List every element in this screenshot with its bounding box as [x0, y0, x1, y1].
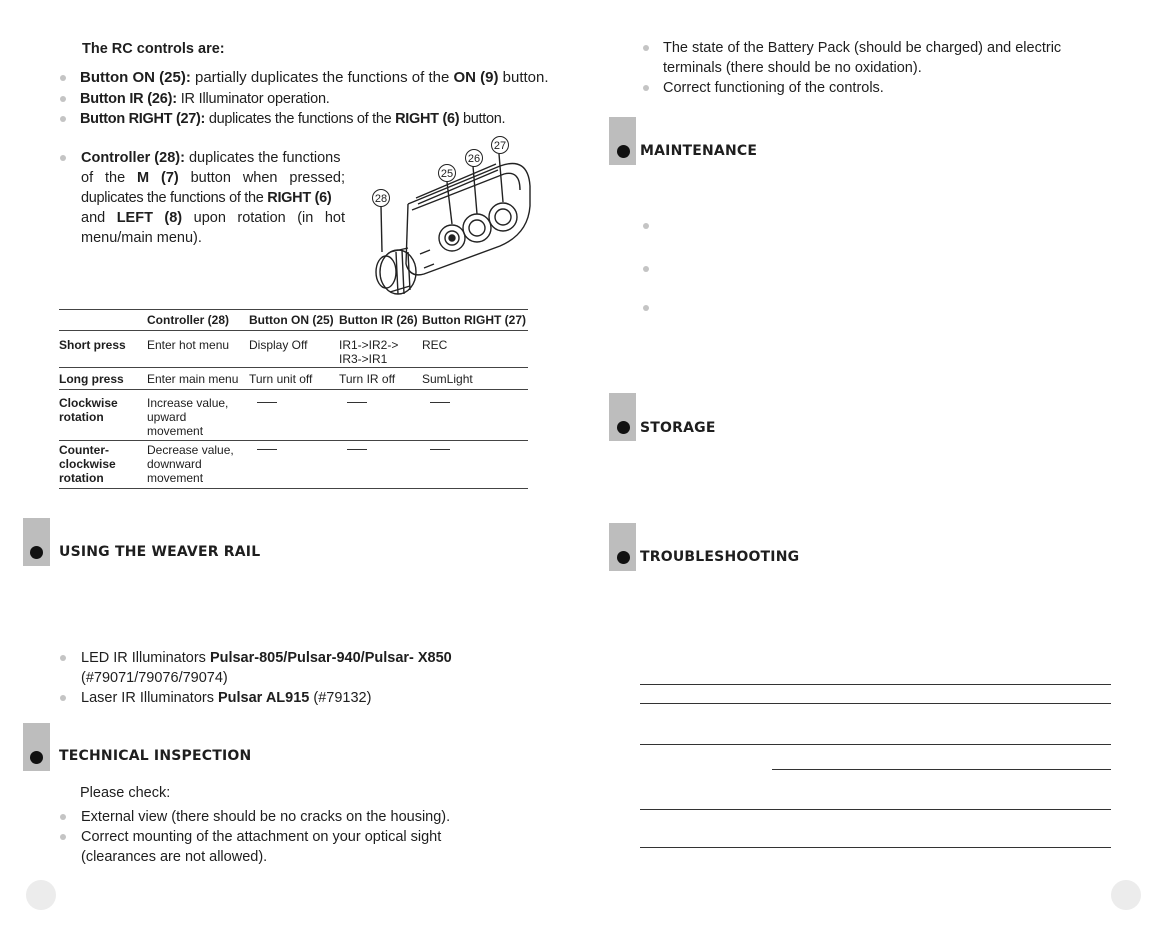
table-rule: [640, 684, 1111, 685]
table-cell-empty: [422, 390, 528, 441]
callout-25: 25: [440, 168, 454, 180]
table-cell-action: Long press: [59, 372, 124, 386]
controller-description: Controller (28): duplicates the functions of the M (7) button when pressed; duplicates the functions of the RIGHT (6) and LEFT (8) upon rotation (in hot menu/main menu).: [81, 150, 345, 246]
table-cell-empty: [249, 441, 339, 489]
table-cell: Decrease value, downward movement: [147, 443, 234, 485]
table-header-cell: Button IR (26): [339, 313, 418, 327]
bullet: [60, 655, 66, 661]
table-cell: Turn unit off: [249, 372, 313, 386]
bullet: [60, 834, 66, 840]
table-header-cell: Button ON (25): [249, 313, 334, 327]
callout-28: 28: [374, 193, 388, 205]
inspection-intro: Please check:: [80, 785, 171, 801]
bullet: [60, 695, 66, 701]
rc-controls-title: The RC controls are:: [82, 41, 225, 57]
bullet: [643, 266, 649, 272]
bullet: [60, 75, 66, 81]
rc-item-right: Button RIGHT (27): duplicates the functions of the RIGHT (6) button.: [80, 111, 506, 127]
section-bullet-icon: [30, 751, 43, 764]
table-cell-action: Clockwise rotation: [59, 396, 118, 424]
section-bullet-icon: [617, 145, 630, 158]
table-cell: Increase value, upward movement: [147, 396, 229, 438]
table-header-cell: Controller (28): [147, 313, 230, 327]
table-cell: IR1->IR2-> IR3->IR1: [339, 338, 399, 366]
technical-inspection-heading: TECHNICAL INSPECTION: [59, 748, 252, 764]
table-cell: SumLight: [422, 372, 473, 386]
table-cell-action: Counter- clockwise rotation: [59, 443, 116, 485]
bullet: [643, 223, 649, 229]
table-row: [59, 368, 528, 390]
table-cell-empty: [339, 390, 422, 441]
page-number-marker-right: [1111, 880, 1141, 910]
bullet: [60, 814, 66, 820]
table-header-cell: Button RIGHT (27): [422, 313, 526, 327]
rc-functions-table: [59, 309, 528, 489]
table-rule: [640, 847, 1111, 848]
inspection-item-battery: The state of the Battery Pack (should be charged) and electric terminals (there should be no oxidation).: [663, 40, 1062, 76]
maintenance-heading: MAINTENANCE: [640, 143, 758, 159]
table-cell: REC: [422, 338, 448, 352]
table-row: [59, 331, 528, 368]
inspection-item-external: External view (there should be no cracks on the housing).: [81, 809, 451, 825]
remote-control-illustration: [360, 134, 540, 296]
inspection-item-controls: Correct functioning of the controls.: [663, 80, 884, 96]
table-cell-action: Short press: [59, 338, 126, 352]
bullet: [60, 96, 66, 102]
table-rule: [640, 703, 1111, 704]
section-bullet-icon: [30, 546, 43, 559]
callout-27: 27: [493, 140, 507, 152]
section-bullet-icon: [617, 421, 630, 434]
table-row: [59, 441, 528, 489]
rc-item-ir: Button IR (26): IR Illuminator operation.: [80, 91, 330, 107]
storage-heading: STORAGE: [640, 420, 716, 436]
table-rule: [640, 809, 1111, 810]
table-row: [59, 390, 528, 441]
table-cell: Enter hot menu: [147, 338, 230, 352]
bullet: [60, 116, 66, 122]
table-header-cell: [59, 310, 147, 331]
bullet: [643, 85, 649, 91]
table-cell: Enter main menu: [147, 372, 239, 386]
table-cell-empty: [249, 390, 339, 441]
bullet: [60, 155, 66, 161]
bullet: [643, 305, 649, 311]
rc-item-on: Button ON (25): partially duplicates the functions of the ON (9) button.: [80, 69, 549, 86]
section-bullet-icon: [617, 551, 630, 564]
callout-26: 26: [467, 153, 481, 165]
table-cell-empty: [422, 441, 528, 489]
table-rule: [640, 744, 1111, 745]
weaver-item-laser: Laser IR Illuminators Pulsar AL915 (#79132): [81, 690, 372, 706]
inspection-item-mounting: Correct mounting of the attachment on your optical sight (clearances are not allowed).: [81, 829, 442, 865]
table-header-row: [59, 310, 528, 331]
table-cell: Display Off: [249, 338, 308, 352]
troubleshooting-heading: TROUBLESHOOTING: [640, 549, 800, 565]
page-number-marker-left: [26, 880, 56, 910]
table-rule: [772, 769, 1111, 770]
bullet: [643, 45, 649, 51]
weaver-rail-heading: USING THE WEAVER RAIL: [59, 544, 261, 560]
table-cell: Turn IR off: [339, 372, 396, 386]
table-cell-empty: [339, 441, 422, 489]
weaver-item-led: LED IR Illuminators Pulsar-805/Pulsar-940/Pulsar- X850 (#79071/79076/79074): [81, 650, 452, 686]
